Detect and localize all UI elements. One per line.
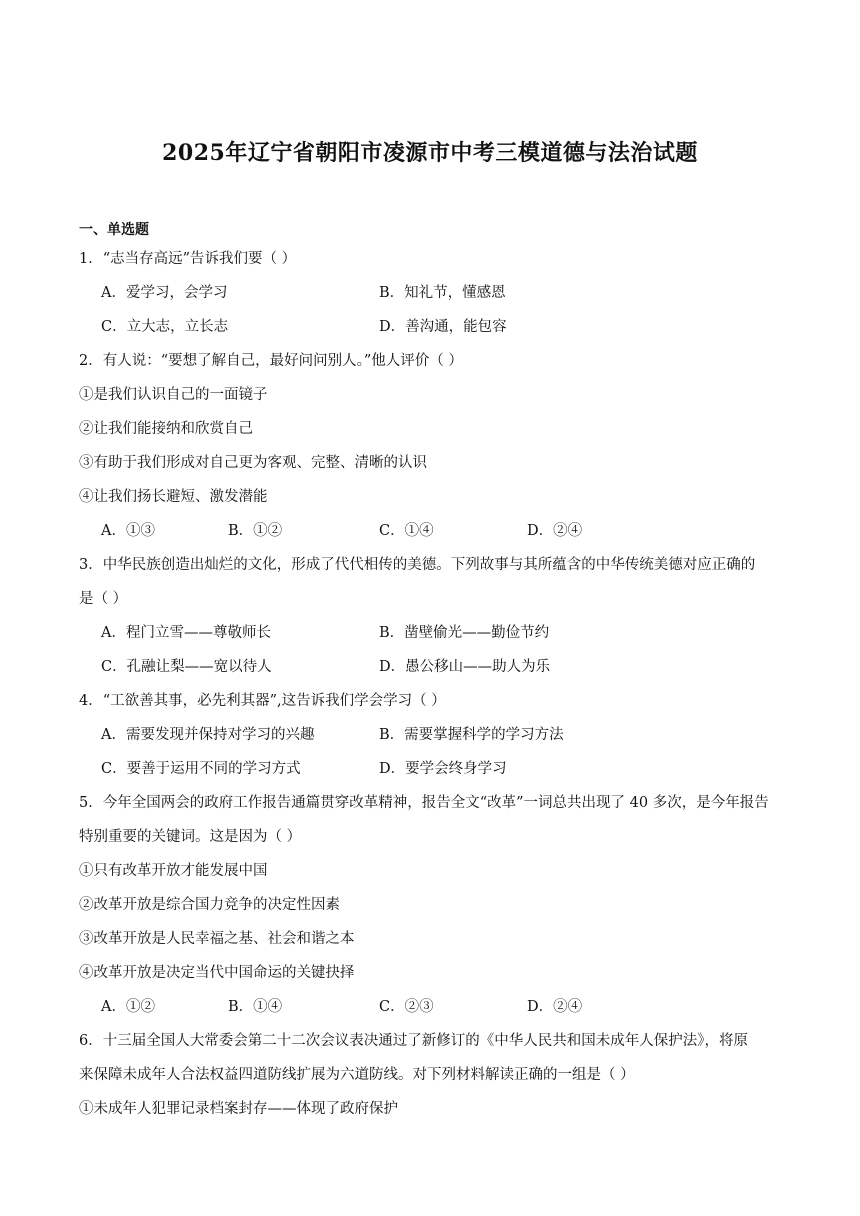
question-2-option-d: D．②④ <box>527 523 583 539</box>
question-3-option-b: B．凿壁偷光——勤俭节约 <box>379 625 550 641</box>
question-3-option-d: D．愚公移山——助人为乐 <box>379 659 551 675</box>
question-5-statement-3: ③改革开放是人民幸福之基、社会和谐之本 <box>79 931 355 947</box>
question-1-option-d: D．善沟通，能包容 <box>379 319 507 335</box>
question-4-option-c: C．要善于运用不同的学习方式 <box>101 761 301 777</box>
question-5-statement-1: ①只有改革开放才能发展中国 <box>79 863 268 879</box>
question-3-stem-line-2: 是（ ） <box>79 591 128 607</box>
question-6-stem-line-2: 来保障未成年人合法权益四道防线扩展为六道防线。对下列材料解读正确的一组是（ ） <box>79 1067 635 1083</box>
question-5-option-d: D．②④ <box>527 999 583 1015</box>
question-2-statement-3: ③有助于我们形成对自己更为客观、完整、清晰的认识 <box>79 455 427 471</box>
question-2-stem: 2．有人说：“要想了解自己，最好问问别人。”他人评价（ ） <box>79 353 463 369</box>
question-1-option-b: B．知礼节，懂感恩 <box>379 285 506 301</box>
question-4-option-b: B．需要掌握科学的学习方法 <box>379 727 564 743</box>
question-1-option-c: C．立大志，立长志 <box>101 319 229 335</box>
question-4-option-a: A．需要发现并保持对学习的兴趣 <box>101 727 315 743</box>
question-2-statement-1: ①是我们认识自己的一面镜子 <box>79 387 268 403</box>
question-1-stem: 1．“志当存高远”告诉我们要（ ） <box>79 251 297 267</box>
question-6-statement-1: ①未成年人犯罪记录档案封存——体现了政府保护 <box>79 1101 398 1117</box>
question-2-option-c: C．①④ <box>379 523 434 539</box>
section-heading: 一、单选题 <box>79 222 149 238</box>
page-title: 2025年辽宁省朝阳市凌源市中考三模道德与法治试题 <box>162 140 698 166</box>
question-4-stem: 4．“工欲善其事，必先利其器”,这告诉我们学会学习（ ） <box>79 693 446 709</box>
question-2-statement-4: ④让我们扬长避短、激发潜能 <box>79 489 268 505</box>
question-5-stem-line-2: 特别重要的关键词。这是因为（ ） <box>79 829 302 845</box>
question-5-stem-line-1: 5．今年全国两会的政府工作报告通篇贯穿改革精神，报告全文“改革”一词总共出现了 40 多次，是今年报告 <box>79 795 769 811</box>
question-5-option-a: A．①② <box>101 999 155 1015</box>
question-5-statement-4: ④改革开放是决定当代中国命运的关键抉择 <box>79 965 355 981</box>
question-2-option-a: A．①③ <box>101 523 155 539</box>
question-5-option-c: C．②③ <box>379 999 434 1015</box>
question-3-option-a: A．程门立雪——尊敬师长 <box>101 625 271 641</box>
question-1-option-a: A．爱学习，会学习 <box>101 285 228 301</box>
question-3-stem-line-1: 3．中华民族创造出灿烂的文化，形成了代代相传的美德。下列故事与其所蕴含的中华传统美德对应正确的 <box>79 557 756 573</box>
question-5-option-b: B．①④ <box>228 999 283 1015</box>
question-5-statement-2: ②改革开放是综合国力竞争的决定性因素 <box>79 897 340 913</box>
question-3-option-c: C．孔融让梨——宽以待人 <box>101 659 272 675</box>
question-6-stem-line-1: 6．十三届全国人大常委会第二十二次会议表决通过了新修订的《中华人民共和国未成年人保护法》，将原 <box>79 1033 748 1049</box>
question-4-option-d: D．要学会终身学习 <box>379 761 507 777</box>
question-2-option-b: B．①② <box>228 523 283 539</box>
question-2-statement-2: ②让我们能接纳和欣赏自己 <box>79 421 253 437</box>
